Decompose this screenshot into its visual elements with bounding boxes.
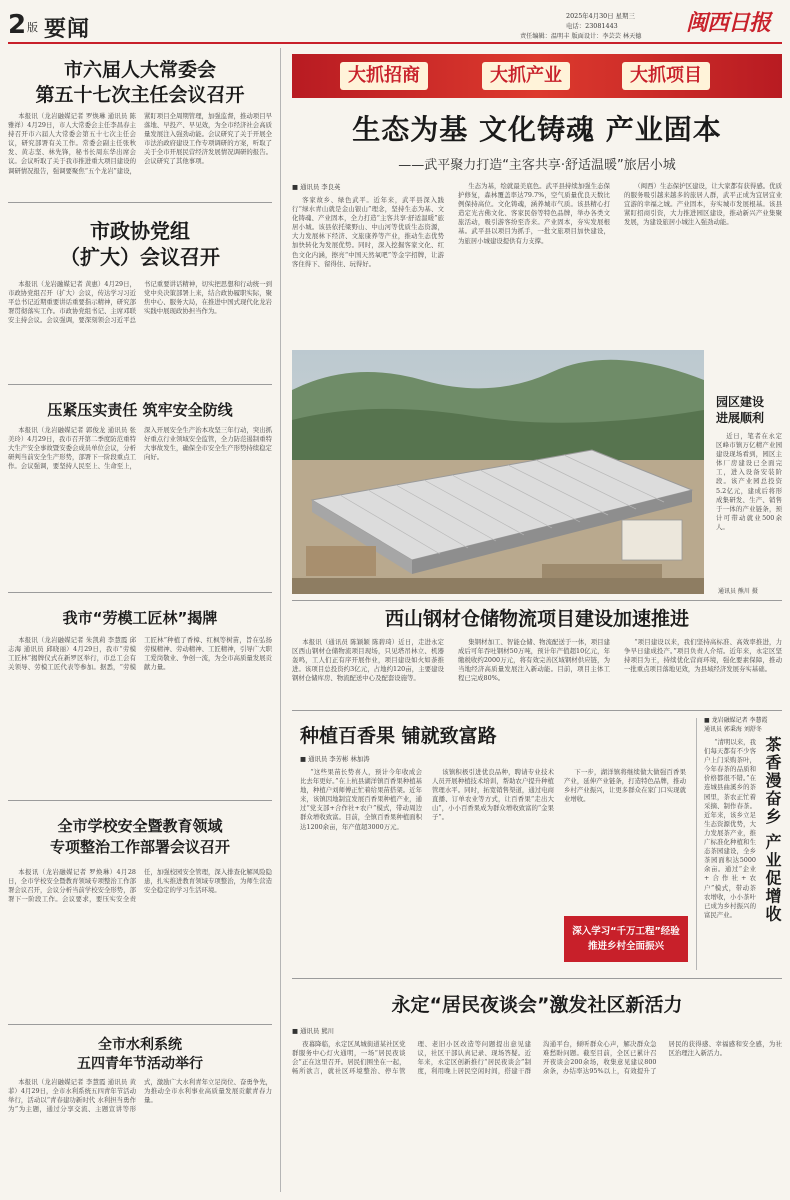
banner-label: 大抓产业 <box>490 65 562 86</box>
night-talk-byline: ■ 通讯员 熊川 <box>292 1027 335 1035</box>
passion-fruit-byline: ■ 通讯员 李芳彬 林加涛 <box>300 755 370 763</box>
article-cppcc-body <box>8 280 272 378</box>
page-header <box>0 0 790 42</box>
divider <box>292 600 782 601</box>
xishan-story-paragraph: “项目建设以来，我们坚持高标准、高效率推进，力争早日建成投产。”项目负责人介绍。近年来，永定区坚持项目为王，持续优化营商环境，强化要素保障，推动一批重点项目落地见效，为县域经济发展夯实基础。 <box>624 638 782 674</box>
passion-fruit-paragraph: “这些果苗长势喜人，预计今年收成会比去年更好。”在上杭县湖洋镇百香果种植基地，种植户刘师傅正忙着给果苗搭架。近年来，该镇因地制宜发展百香果种植产业，通过“党支部+合作社+农户”模式，带动周边群众增收致富。目前，全镇百香果种植面积达1200余亩，年产值超3000万元。 <box>300 768 422 831</box>
banner-label: 大抓招商 <box>348 65 420 86</box>
article-school-safety-title: 全市学校安全暨教育领域 专项整治工作部署会议召开 <box>49 817 230 856</box>
article-water-youth-body <box>8 1078 272 1190</box>
article-model-forest-body <box>8 636 272 792</box>
passion-fruit-title: 种植百香果 铺就致富路 <box>300 725 497 747</box>
article-water-youth-paragraph: 本报讯（龙岩融媒记者 李慧霞 通讯员 黄菲）4月29日，全市水利系统五四青年节活动举行，活动以“青春建功新时代 水利担当勇作为”为主题，通过分享交流、主题宣讲等形式，激励广大水利青年立足岗位、奋勇争先，为推动全市水利事业高质量发展贡献青春力量。 <box>8 1078 272 1114</box>
banner-label: 大抓项目 <box>630 65 702 86</box>
article-model-forest-paragraph: 本报讯（龙岩融媒记者 朱凯莉 李慧霞 邱志海 通讯员 邱晓丽）4月29日，我市“劳模工匠林”揭牌仪式在新罗区举行，市总工会有关领导、劳模工匠代表等参加。据悉，“劳模工匠林”种植了香樟、红枫等树苗，旨在弘扬劳模精神、劳动精神、工匠精神，引导广大职工爱岗敬业、争创一流，为全市高质量发展贡献力量。 <box>8 636 272 672</box>
industrial-park-photo <box>292 350 704 594</box>
xishan-story-title: 西山钢材仓储物流项目建设加速推进 <box>384 608 689 630</box>
article-npc-paragraph: 本报讯（龙岩融媒记者 罗焕琳 通讯员 陈雅祥）4月29日，市人大常委会主任李昌春主持召开市六届人大常委会第五十七次主任会议，研究部署有关工作。常委会副主任张秋发、黄志坚、林先锋，秘书长周东华出席会议。会议听取了关于我市推进重大项目建设的调研情况报告，强调要聚焦“五个龙岩”建设，紧盯项目全周期管理，加强监督，推动项目早落地、早投产、早见效，为全市经济社会高质量发展注入强劲动能。会议研究了关于开展全市法治政府建设工作专项调研的方案，听取了关于全市开展民营经济发展情况调研的报告。会议研究了其他事项。 <box>8 112 272 175</box>
rural-revitalization-tag <box>564 916 688 962</box>
issue-date: 2025年4月30日 星期三 <box>566 12 635 20</box>
passion-fruit-col-3 <box>564 768 686 908</box>
photo-caption-text <box>716 432 782 582</box>
banner-item-investment <box>340 62 428 90</box>
tag-line: 推进乡村全面振兴 <box>587 941 664 952</box>
divider <box>292 710 782 711</box>
passion-fruit-paragraph: 下一步，湖洋镇将继续做大做强百香果产业，延伸产业链条，打造特色品牌，推动乡村产业振兴，让更多群众在家门口实现就业增收。 <box>564 768 686 804</box>
section-title: 要闻 <box>44 17 91 42</box>
page-number-digit: 2 <box>8 10 27 40</box>
left-column <box>8 48 272 1192</box>
lead-story-subtitle: ——武平聚力打造“主客共享·舒适温暖”旅居小城 <box>398 158 676 173</box>
divider <box>292 978 782 979</box>
xishan-story-col-2 <box>458 638 610 702</box>
article-model-forest-title: 我市“劳模工匠林”揭牌 <box>62 609 218 627</box>
article-school-safety-body <box>8 868 272 1016</box>
divider <box>8 1024 272 1025</box>
banner-item-projects <box>622 62 710 90</box>
campaign-banner <box>292 54 782 98</box>
article-safety-title: 压紧压实责任 筑牢安全防线 <box>47 401 233 419</box>
lead-story-byline: ■ 通讯员 李良英 <box>292 183 341 191</box>
night-talk-body <box>292 1040 782 1190</box>
article-cppcc-title: 市政协党组 （扩大）会议召开 <box>60 219 220 269</box>
passion-fruit-col-2 <box>432 768 554 968</box>
tea-story-paragraph: “清明以来，我们每天都有不少客户上门采购茶叶，今年春茶的品质和价格都很不错。”在连城县曲溪乡的茶园里，茶农正忙着采摘、制作春茶。近年来，该乡立足生态资源优势，大力发展茶产业，推广标准化种植和生态茶园建设，全乡茶园面积达5000余亩。通过“企业+合作社+农户”模式，带动茶农增收，小小茶叶已成为乡村振兴的富民产业。 <box>704 738 756 919</box>
article-safety-paragraph: 本报讯（龙岩融媒记者 郭俊龙 通讯员 张美玲）4月29日，我市召开第二季度防范重特大生产安全事故暨安委会成员单位会议，分析研判当前安全生产形势，部署下一阶段重点工作。会议强调，要坚持人民至上、生命至上，深入开展安全生产治本攻坚三年行动，突出抓好重点行业领域安全监管，全力防范遏制重特大事故发生，确保全市安全生产形势持续稳定向好。 <box>8 426 272 471</box>
lead-story-paragraph: 客家故乡、绿色武平。近年来，武平县深入践行“绿水青山就是金山银山”理念，坚持生态为基、文化铸魂、产业固本，全力打造“主客共享·舒适温暖”旅居小城。该县依托梁野山、中山河等优质生态资源，大力发展林下经济、文旅康养等产业，推动生态优势加快转化为发展优势。同时，深入挖掘客家文化、红色文化内涵，擦亮“中国天然氧吧”等金字招牌，让游客住得下、留得住、玩得好。 <box>292 196 444 268</box>
photo-caption-title: 园区建设 进展顺利 <box>716 395 765 425</box>
page-number <box>8 10 26 40</box>
banner-item-industry <box>482 62 570 90</box>
night-talk-title: 永定“居民夜谈会”激发社区新活力 <box>391 994 683 1016</box>
tag-line: 深入学习“千万工程”经验 <box>572 926 680 937</box>
passion-fruit-col-1 <box>300 768 422 968</box>
divider <box>8 202 272 203</box>
editor-credits: 责任编辑：温明丰 版面设计：李芸芸 林天德 <box>520 33 642 40</box>
tea-story-byline: ■ 龙岩融媒记者 李慧霞 通讯员 郭秉海 刘舒冬 <box>704 717 768 733</box>
night-talk-paragraph: 夜幕降临，永定区凤城街道某社区党群服务中心灯火通明，一场“居民夜谈会”正在这里召开。居民们围坐在一起，畅所欲言，就社区环境整治、停车管理、老旧小区改造等问题提出意见建议，社区干部认真记录、现场答疑。近年来，永定区创新推行“居民夜谈会”制度，利用晚上居民空闲时间，搭建干群沟通平台，倾听群众心声，解决群众急难愁盼问题。截至目前，全区已累计召开夜谈会200余场，收集意见建议800余条，办结率达95%以上，有效提升了居民的获得感、幸福感和安全感，为社区治理注入新活力。 <box>292 1040 782 1076</box>
article-npc-body <box>8 112 272 196</box>
lead-story-col-1 <box>292 196 444 344</box>
column-divider <box>280 48 281 1192</box>
article-safety-body <box>8 426 272 584</box>
photo-caption-paragraph: 近日，笔者在永定区峰市镇万亿精产业园建设现场看到，园区主体厂房建设已全面完工，进入设备安装阶段。该产业园总投资5.2亿元，建成后将形成集研发、生产、销售于一体的产业链条，预计可带动就业500余人。 <box>716 432 782 531</box>
divider <box>8 592 272 593</box>
contact-phone: 电话：23081443 <box>566 22 618 30</box>
xishan-story-col-1 <box>292 638 444 702</box>
header-rule <box>8 42 782 44</box>
tea-story-title: 茶香漫奋乡 产业促增收 <box>763 736 782 924</box>
lead-story-title: 生态为基 文化铸魂 产业固本 <box>352 113 722 146</box>
divider <box>8 384 272 385</box>
article-npc-title: 市六届人大常委会 第五十七次主任会议召开 <box>35 59 245 106</box>
article-cppcc-paragraph: 本报讯（龙岩融媒记者 黄惠）4月29日，市政协党组召开（扩大）会议，传达学习习近平总书记近期重要讲话重要指示精神，研究部署贯彻落实工作。市政协党组书记、主席邓联安主持会议。会议强调，要深刻领会习近平总书记重要讲话精神，切实把思想和行动统一到党中央决策部署上来，结合政协履职实际，聚焦中心、服务大局，在推进中国式现代化龙岩实践中展现政协担当作为。 <box>8 280 272 325</box>
lead-story-col-2 <box>458 182 610 344</box>
industrial-park-aerial-illustration <box>292 350 704 594</box>
divider <box>8 800 272 801</box>
xishan-story-paragraph: 本报讯（通讯员 陈颖颖 陈碧琦）近日，走进永定区西山钢材仓储物流项目现场，只见塔吊林立、机器轰鸣，工人们正有序开展作业，项目建设如火如荼推进。该项目总投资约3亿元，占地约120亩，主要建设钢材仓储库房、物流配送中心及配套设施等。 <box>292 638 444 683</box>
article-water-youth-title: 全市水利系统 五四青年节活动举行 <box>77 1037 203 1072</box>
xishan-story-col-3 <box>624 638 782 702</box>
tea-story-body <box>704 738 756 970</box>
column-divider <box>696 718 697 970</box>
lead-story-paragraph: 生态为基，绘就最美底色。武平县持续加强生态保护修复，森林覆盖率达79.7%，空气质量优良天数比例保持高位。文化铸魂，涵养城市气质。该县精心打造定光古佛文化、客家民俗等特色品牌，举办各类文旅活动，吸引游客纷至沓来。产业固本，夯实发展根基。武平县以项目为抓手，一批文旅项目加快建设，为旅居小城建设提供有力支撑。 <box>458 182 610 245</box>
lead-story-col-3 <box>624 182 782 344</box>
passion-fruit-paragraph: 该镇积极引进优良品种，聘请专业技术人员开展种植技术培训，帮助农户提升种植管理水平。同时，拓宽销售渠道，通过电商直播、订单农业等方式，让百香果“走出大山”，小小百香果成为群众增收致富的“金果子”。 <box>432 768 554 822</box>
xishan-story-paragraph: 集钢材加工、智能仓储、物流配送于一体，项目建成后可年吞吐钢材50万吨，预计年产值超10亿元，年缴税收约2000万元，将有效完善区域钢材供应链，为当地经济高质量发展注入新动能。目前，项目主体工程已完成80%。 <box>458 638 610 683</box>
article-school-safety-paragraph: 本报讯（龙岩融媒记者 罗焕琳）4月28日，全市学校安全暨教育领域专项整治工作部署会议召开，会议分析当前学校安全形势，部署下一阶段工作。会议要求，要压实安全责任，加强校园安全管理，深入排查化解风险隐患，扎实推进教育领域专项整治，为师生营造安全稳定的学习生活环境。 <box>8 868 272 904</box>
lead-story-paragraph: （闽西）生态保护区建设，让大家都有获得感。优质的服务吸引越来越多的旅居人群，武平正成为宜居宜业宜游的幸福之城。产业固本，夯实城市发展根基。该县紧盯招商引资，大力推进园区建设，推动新兴产业集聚发展，为建设旅居小城注入强劲动能。 <box>624 182 782 227</box>
photo-credit: 通讯员 熊川 摄 <box>718 588 758 595</box>
page-number-suffix: 版 <box>27 21 38 34</box>
newspaper-logo: 闽西日报 <box>686 10 771 36</box>
